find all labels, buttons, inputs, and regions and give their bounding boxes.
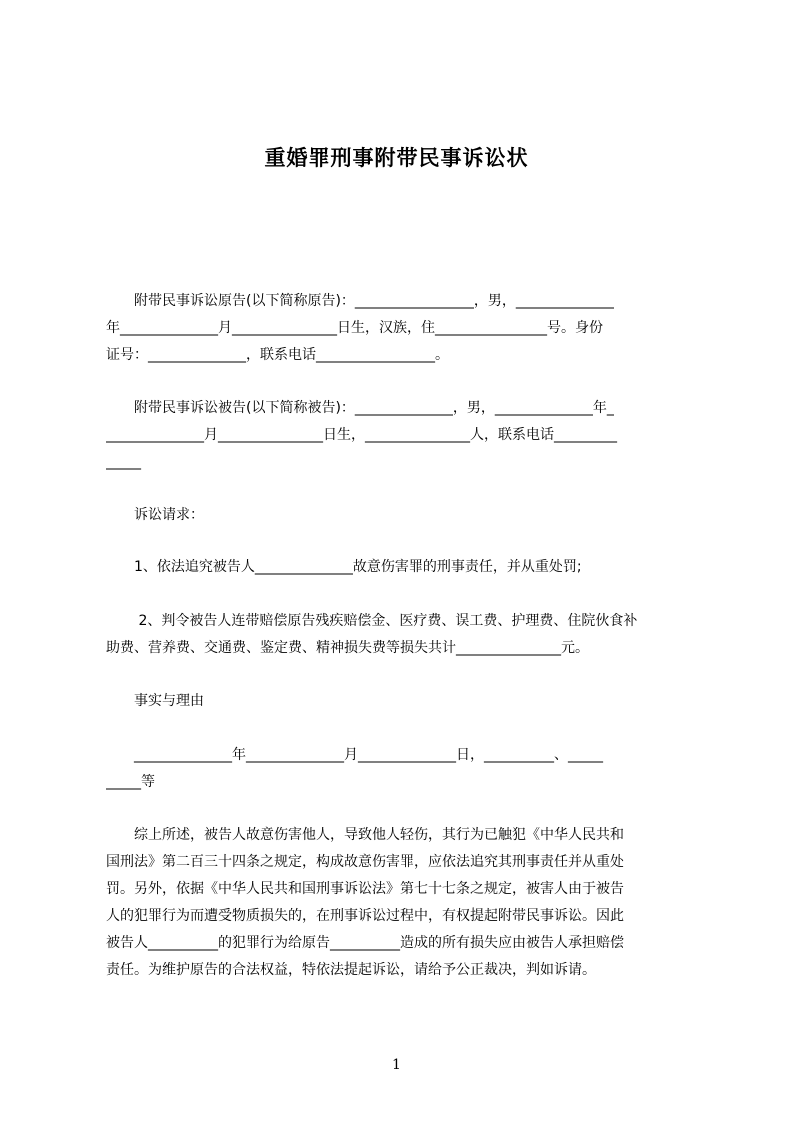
facts-heading: 事实与理由 — [106, 693, 204, 709]
conclusion-line-6: 责任。为维护原告的合法权益，特依法提起诉讼，请给予公正裁决，判如诉请。 — [106, 962, 596, 978]
claim-1: 1、依法追究被告人______________故意伤害罪的刑事责任，并从重处罚; — [106, 559, 582, 575]
conclusion-line-2: 国刑法》第二百三十四条之规定，构成故意伤害罪，应依法追究其刑事责任并从重处 — [106, 854, 624, 870]
defendant-line-3: _____ — [106, 454, 141, 470]
claim-2-line-2: 助费、营养费、交通费、鉴定费、精神损失费等损失共计_______________元。 — [106, 640, 589, 656]
defendant-line-2: ______________月_______________日生，_______________人，联系电话_________ — [106, 427, 617, 443]
document-title: 重婚罪刑事附带民事诉讼状 — [264, 146, 529, 170]
conclusion-line-1: 综上所述，被告人故意伤害他人，导致他人轻伤，其行为已触犯《中华人民共和 — [106, 827, 624, 843]
defendant-line-1: 附带民事诉讼被告(以下简称被告)：______________，男，______________年_ — [106, 400, 614, 416]
claim-2-line-1: 2、判令被告人连带赔偿原告残疾赔偿金、医疗费、误工费、护理费、住院伙食补 — [106, 613, 638, 629]
facts-line-1: ______________年______________月______________日，__________、_____ — [106, 747, 603, 763]
conclusion-line-5: 被告人__________的犯罪行为给原告__________造成的所有损失应由被告人承担赔偿 — [106, 935, 624, 951]
claims-heading: 诉讼请求： — [106, 507, 204, 523]
facts-line-2: _____等 — [106, 774, 155, 790]
plaintiff-line-3: 证号：______________，联系电话_________________。 — [106, 347, 449, 363]
plaintiff-line-1: 附带民事诉讼原告(以下简称原告)：_________________，男，______________ — [106, 293, 614, 309]
conclusion-line-3: 罚。另外，依据《中华人民共和国刑事诉讼法》第七十七条之规定，被害人由于被告 — [106, 881, 624, 897]
page-number: 1 — [392, 1057, 401, 1073]
plaintiff-line-2: 年______________月_______________日生，汉族，住________________号。身份 — [106, 320, 603, 336]
conclusion-line-4: 人的犯罪行为而遭受物质损失的，在刑事诉讼过程中，有权提起附带民事诉讼。因此 — [106, 908, 624, 924]
